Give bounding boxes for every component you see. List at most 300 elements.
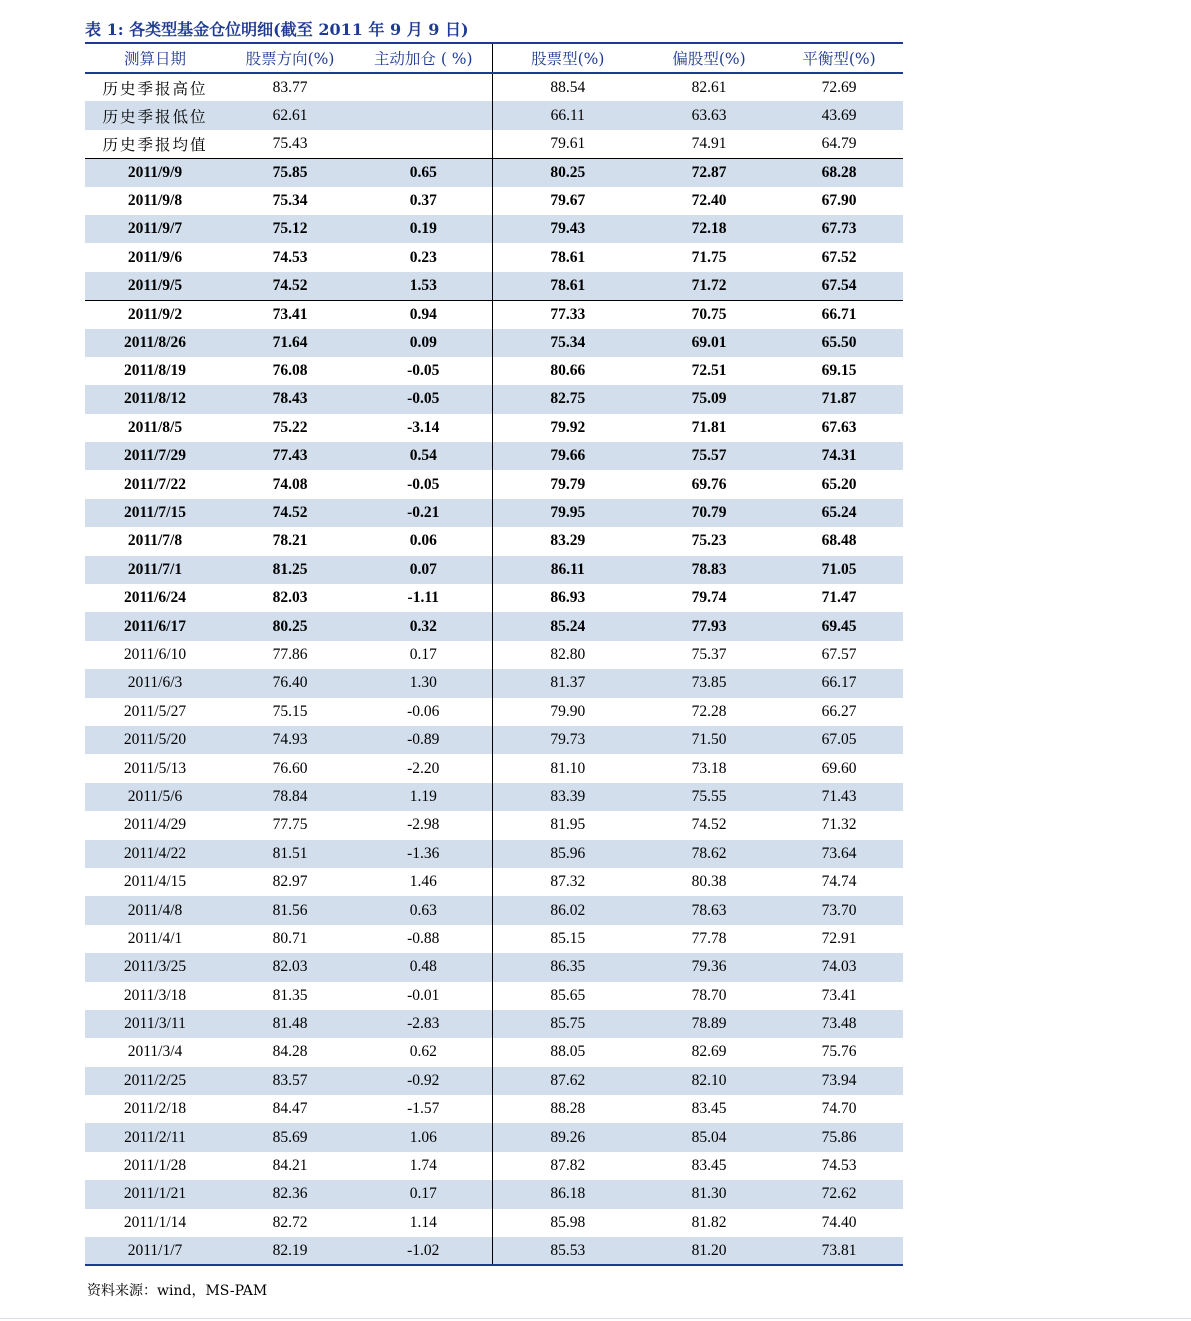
balanced-fund-cell: 72.91: [821, 929, 857, 947]
active-add-cell: -1.11: [355, 584, 492, 612]
stock-direction-cell: 74.52: [225, 272, 355, 300]
table-row: [85, 1123, 903, 1151]
balanced-fund-cell: 66.27: [821, 702, 857, 720]
stock-fund-cell: 85.96: [492, 840, 643, 868]
stock-fund-cell: 79.66: [492, 442, 643, 470]
page-divider: [0, 1318, 1191, 1319]
column-header-date: 测算日期: [85, 43, 225, 73]
date-cell: 2011/7/1: [85, 556, 225, 584]
stock-fund-cell: 78.61: [550, 248, 586, 266]
stock-fund-cell: 81.10: [550, 759, 586, 777]
date-cell: 2011/8/5: [127, 418, 183, 436]
stock-direction-cell: 78.21: [272, 532, 308, 550]
date-cell: 历史季报均值: [85, 130, 225, 158]
active-add-cell: 1.14: [355, 1209, 492, 1237]
active-add-cell: -2.98: [355, 811, 492, 839]
stock-biased-fund-cell: 78.62: [643, 840, 775, 868]
balanced-fund-cell: 67.05: [775, 726, 903, 754]
stock-direction-cell: 77.86: [272, 646, 308, 663]
stock-fund-cell: 88.05: [550, 1043, 586, 1061]
stock-direction-cell: 83.77: [272, 78, 308, 96]
stock-biased-fund-cell: 74.91: [643, 130, 775, 158]
balanced-fund-cell: 65.20: [821, 475, 857, 493]
table-row: [85, 1237, 903, 1265]
active-add-cell: 0.19: [355, 215, 492, 243]
stock-direction-cell: 82.03: [272, 589, 308, 607]
date-cell: 2011/4/1: [127, 929, 183, 947]
stock-biased-fund-cell: 81.20: [643, 1237, 775, 1265]
active-add-cell: -0.05: [355, 385, 492, 413]
balanced-fund-cell: 67.52: [821, 248, 857, 266]
date-cell: 2011/4/8: [85, 896, 225, 924]
stock-fund-cell: 81.95: [550, 816, 586, 834]
column-header-stock-direction: 股票方向(%): [225, 43, 355, 73]
stock-biased-fund-cell: 78.89: [643, 1010, 775, 1038]
active-add-cell: 0.54: [355, 442, 492, 470]
stock-fund-cell: 79.73: [492, 726, 643, 754]
column-header-active-add: 主动加仓 ( %): [355, 43, 492, 73]
stock-fund-cell: 87.82: [550, 1157, 586, 1175]
stock-fund-cell: 82.75: [492, 385, 643, 413]
table-row: [85, 357, 903, 385]
column-header-stock-biased-fund: 偏股型(%): [643, 43, 775, 73]
active-add-cell: 1.19: [355, 783, 492, 811]
stock-direction-cell: 75.34: [272, 191, 308, 209]
active-add-cell: 1.06: [355, 1123, 492, 1151]
active-add-cell: -2.83: [355, 1010, 492, 1038]
balanced-fund-cell: 67.57: [821, 646, 857, 663]
table-row: [85, 1095, 903, 1123]
stock-fund-cell: 81.37: [492, 669, 643, 697]
stock-fund-cell: 85.15: [550, 929, 586, 947]
table-row: [85, 1038, 903, 1066]
active-add-cell: 0.65: [355, 158, 492, 186]
stock-fund-cell: 86.02: [492, 896, 643, 924]
stock-fund-cell: 85.75: [492, 1010, 643, 1038]
active-add-cell: 0.48: [355, 953, 492, 981]
active-add-cell: 0.17: [355, 1180, 492, 1208]
stock-direction-cell: 84.21: [272, 1157, 308, 1175]
balanced-fund-cell: 69.60: [821, 759, 857, 777]
stock-biased-fund-cell: 71.72: [643, 272, 775, 300]
stock-direction-cell: 74.93: [225, 726, 355, 754]
stock-direction-cell: 76.08: [272, 362, 308, 380]
active-add-cell: -2.20: [355, 754, 492, 782]
balanced-fund-cell: 71.47: [821, 589, 857, 607]
balanced-fund-cell: 65.24: [775, 499, 903, 527]
balanced-fund-cell: 73.94: [775, 1067, 903, 1095]
date-cell: 2011/7/8: [127, 532, 183, 550]
table-row: [85, 300, 903, 328]
table-row: [85, 1010, 903, 1038]
stock-fund-cell: 83.39: [492, 783, 643, 811]
balanced-fund-cell: 66.17: [775, 669, 903, 697]
stock-direction-cell: 76.60: [272, 759, 308, 777]
date-cell: 2011/7/22: [123, 475, 186, 493]
date-cell: 2011/1/14: [123, 1213, 187, 1231]
table-row: [85, 953, 903, 981]
active-add-cell: 0.06: [355, 527, 492, 555]
stock-direction-cell: 82.19: [225, 1237, 355, 1265]
date-cell: 2011/2/11: [85, 1123, 225, 1151]
stock-direction-cell: 75.12: [225, 215, 355, 243]
stock-fund-cell: 85.24: [492, 612, 643, 640]
table-row: [85, 499, 903, 527]
stock-biased-fund-cell: 78.70: [691, 986, 727, 1004]
stock-fund-cell: 79.95: [492, 499, 643, 527]
stock-fund-cell: 85.65: [550, 986, 586, 1004]
table-row: [85, 215, 903, 243]
balanced-fund-cell: 74.53: [821, 1157, 857, 1175]
stock-direction-cell: 81.56: [225, 896, 355, 924]
active-add-cell: -0.92: [355, 1067, 492, 1095]
active-add-cell: -0.05: [355, 357, 492, 385]
stock-biased-fund-cell: 72.87: [643, 158, 775, 186]
stock-fund-cell: 80.25: [492, 158, 643, 186]
stock-biased-fund-cell: 70.75: [691, 305, 727, 323]
active-add-cell: -0.89: [355, 726, 492, 754]
table-row: [85, 783, 903, 811]
stock-fund-cell: 85.53: [492, 1237, 643, 1265]
stock-fund-cell: 80.66: [550, 362, 586, 380]
stock-biased-fund-cell: 77.78: [691, 929, 727, 947]
active-add-cell: 0.23: [355, 243, 492, 271]
stock-biased-fund-cell: 80.38: [691, 873, 727, 891]
stock-direction-cell: 82.36: [225, 1180, 355, 1208]
table-row: [85, 243, 903, 271]
balanced-fund-cell: 69.45: [775, 612, 903, 640]
stock-fund-cell: 89.26: [492, 1123, 643, 1151]
stock-fund-cell: 82.80: [550, 646, 586, 663]
stock-fund-cell: 79.67: [550, 191, 586, 209]
stock-biased-fund-cell: 78.63: [643, 896, 775, 924]
stock-direction-cell: 82.72: [272, 1213, 308, 1231]
date-cell: 2011/1/21: [85, 1180, 225, 1208]
stock-direction-cell: 84.47: [272, 1100, 308, 1118]
table-row: [85, 612, 903, 640]
table-row: [85, 1209, 903, 1237]
balanced-fund-cell: 74.74: [821, 873, 857, 891]
stock-direction-cell: 75.22: [272, 418, 308, 436]
date-cell: 2011/9/5: [85, 272, 225, 300]
date-cell: 2011/5/27: [123, 702, 187, 720]
table-header-row: [85, 43, 903, 73]
table-row-historical: [85, 73, 903, 101]
balanced-fund-cell: 73.41: [821, 986, 857, 1004]
table-row: [85, 669, 903, 697]
active-add-cell: -1.36: [355, 840, 492, 868]
date-cell: 2011/3/11: [85, 1010, 225, 1038]
date-cell: 2011/2/18: [123, 1100, 187, 1118]
date-cell: 2011/9/8: [127, 191, 183, 209]
date-cell: 历史季报低位: [85, 101, 225, 129]
balanced-fund-cell: 68.48: [821, 532, 857, 550]
active-add-cell: [355, 101, 492, 129]
stock-fund-cell: 88.54: [550, 78, 586, 96]
table-row: [85, 896, 903, 924]
stock-fund-cell: 83.29: [550, 532, 586, 550]
active-add-cell: 1.53: [355, 272, 492, 300]
table-row: [85, 470, 903, 498]
stock-fund-cell: 86.35: [492, 953, 643, 981]
stock-biased-fund-cell: 72.18: [643, 215, 775, 243]
stock-biased-fund-cell: 78.83: [643, 556, 775, 584]
stock-fund-cell: 79.43: [492, 215, 643, 243]
date-cell: 2011/1/28: [123, 1157, 187, 1175]
active-add-cell: 0.37: [355, 187, 492, 215]
active-add-cell: -3.14: [355, 414, 492, 442]
active-add-cell: 1.46: [355, 868, 492, 896]
stock-direction-cell: 82.03: [225, 953, 355, 981]
stock-direction-cell: 76.40: [225, 669, 355, 697]
stock-direction-cell: 80.25: [225, 612, 355, 640]
balanced-fund-cell: 67.63: [821, 418, 857, 436]
table-row: [85, 442, 903, 470]
balanced-fund-cell: 43.69: [775, 101, 903, 129]
balanced-fund-cell: 69.15: [821, 362, 857, 380]
stock-fund-cell: 86.11: [492, 556, 643, 584]
stock-direction-cell: 80.71: [272, 929, 308, 947]
table-row: [85, 272, 903, 300]
stock-direction-cell: 74.53: [272, 248, 308, 266]
active-add-cell: -0.01: [355, 982, 492, 1010]
stock-biased-fund-cell: 75.37: [691, 646, 727, 663]
stock-direction-cell: 78.84: [225, 783, 355, 811]
table-row: [85, 329, 903, 357]
stock-direction-cell: 83.57: [225, 1067, 355, 1095]
stock-biased-fund-cell: 79.36: [643, 953, 775, 981]
date-cell: 2011/9/7: [85, 215, 225, 243]
stock-biased-fund-cell: 75.09: [643, 385, 775, 413]
stock-fund-cell: 75.34: [492, 329, 643, 357]
table-caption: 表 1: 各类型基金仓位明细(截至 2011 年 9 月 9 日): [85, 20, 469, 39]
stock-biased-fund-cell: 83.45: [691, 1157, 727, 1175]
table-row: [85, 584, 903, 612]
active-add-cell: -0.88: [355, 925, 492, 953]
date-cell: 历史季报高位: [102, 79, 208, 98]
active-add-cell: -0.06: [355, 698, 492, 726]
balanced-fund-cell: 71.32: [821, 816, 857, 834]
stock-biased-fund-cell: 82.61: [691, 78, 727, 96]
active-add-cell: 0.62: [355, 1038, 492, 1066]
balanced-fund-cell: 71.43: [775, 783, 903, 811]
stock-biased-fund-cell: 81.82: [691, 1213, 727, 1231]
stock-biased-fund-cell: 69.01: [643, 329, 775, 357]
stock-direction-cell: 78.43: [225, 385, 355, 413]
stock-direction-cell: 73.41: [272, 305, 308, 323]
date-cell: 2011/3/25: [85, 953, 225, 981]
active-add-cell: 1.74: [355, 1152, 492, 1180]
stock-biased-fund-cell: 72.51: [691, 362, 727, 380]
active-add-cell: -1.02: [355, 1237, 492, 1265]
date-cell: 2011/7/29: [85, 442, 225, 470]
column-header-balanced-fund: 平衡型(%): [775, 43, 903, 73]
stock-direction-cell: 82.97: [272, 873, 308, 891]
stock-direction-cell: 81.25: [225, 556, 355, 584]
stock-biased-fund-cell: 82.10: [643, 1067, 775, 1095]
fund-position-table: [85, 42, 903, 1266]
date-cell: 2011/9/6: [127, 248, 183, 266]
active-add-cell: 0.94: [355, 300, 492, 328]
date-cell: 2011/7/15: [85, 499, 225, 527]
stock-direction-cell: 62.61: [225, 101, 355, 129]
balanced-fund-cell: 75.86: [775, 1123, 903, 1151]
balanced-fund-cell: 74.70: [821, 1100, 857, 1118]
stock-direction-cell: 77.75: [272, 816, 308, 834]
date-cell: 2011/2/25: [85, 1067, 225, 1095]
stock-biased-fund-cell: 74.52: [691, 816, 727, 834]
balanced-fund-cell: 73.64: [775, 840, 903, 868]
stock-fund-cell: 87.32: [550, 873, 586, 891]
active-add-cell: -0.05: [355, 470, 492, 498]
stock-direction-cell: 77.43: [225, 442, 355, 470]
date-cell: 2011/4/15: [123, 873, 187, 891]
active-add-cell: 0.07: [355, 556, 492, 584]
balanced-fund-cell: 73.70: [775, 896, 903, 924]
table-row: [85, 414, 903, 442]
balanced-fund-cell: 71.05: [775, 556, 903, 584]
active-add-cell: 0.63: [355, 896, 492, 924]
balanced-fund-cell: 65.50: [775, 329, 903, 357]
stock-fund-cell: 79.61: [492, 130, 643, 158]
stock-fund-cell: 79.79: [550, 475, 586, 493]
stock-biased-fund-cell: 72.28: [691, 702, 727, 720]
stock-biased-fund-cell: 73.85: [643, 669, 775, 697]
stock-direction-cell: 85.69: [225, 1123, 355, 1151]
stock-fund-cell: 78.61: [492, 272, 643, 300]
date-cell: 2011/9/9: [85, 158, 225, 186]
stock-biased-fund-cell: 81.30: [643, 1180, 775, 1208]
date-cell: 2011/5/13: [123, 759, 187, 777]
stock-biased-fund-cell: 85.04: [643, 1123, 775, 1151]
stock-fund-cell: 85.98: [550, 1213, 586, 1231]
table-row: [85, 1067, 903, 1095]
stock-biased-fund-cell: 63.63: [643, 101, 775, 129]
stock-direction-cell: 75.85: [225, 158, 355, 186]
table-row: [85, 754, 903, 782]
stock-biased-fund-cell: 83.45: [691, 1100, 727, 1118]
table-row: [85, 556, 903, 584]
stock-biased-fund-cell: 82.69: [691, 1043, 727, 1061]
stock-fund-cell: 86.18: [492, 1180, 643, 1208]
balanced-fund-cell: 67.90: [821, 191, 857, 209]
stock-fund-cell: 86.93: [550, 589, 586, 607]
date-cell: 2011/3/18: [123, 986, 187, 1004]
stock-fund-cell: 77.33: [550, 305, 586, 323]
stock-direction-cell: 81.35: [272, 986, 308, 1004]
stock-biased-fund-cell: 73.18: [691, 759, 727, 777]
table-row: [85, 527, 903, 555]
balanced-fund-cell: 75.76: [821, 1043, 857, 1061]
table-row: [85, 385, 903, 413]
stock-biased-fund-cell: 77.93: [643, 612, 775, 640]
stock-fund-cell: 66.11: [492, 101, 643, 129]
table-row: [85, 1152, 903, 1180]
date-cell: 2011/8/26: [85, 329, 225, 357]
stock-direction-cell: 75.43: [225, 130, 355, 158]
column-header-stock-fund: 股票型(%): [492, 43, 643, 73]
active-add-cell: 0.32: [355, 612, 492, 640]
stock-fund-cell: 79.92: [550, 418, 586, 436]
active-add-cell: -1.57: [355, 1095, 492, 1123]
date-cell: 2011/8/12: [85, 385, 225, 413]
stock-direction-cell: 71.64: [225, 329, 355, 357]
stock-biased-fund-cell: 70.79: [643, 499, 775, 527]
table-row: [85, 840, 903, 868]
balanced-fund-cell: 66.71: [821, 305, 857, 323]
date-cell: 2011/5/6: [85, 783, 225, 811]
balanced-fund-cell: 67.54: [775, 272, 903, 300]
stock-fund-cell: 88.28: [550, 1100, 586, 1118]
stock-biased-fund-cell: 75.23: [691, 532, 727, 550]
balanced-fund-cell: 67.73: [775, 215, 903, 243]
stock-biased-fund-cell: 71.50: [643, 726, 775, 754]
stock-direction-cell: 84.28: [272, 1043, 308, 1061]
stock-direction-cell: 74.52: [225, 499, 355, 527]
date-cell: 2011/9/2: [127, 305, 183, 323]
table-row: [85, 187, 903, 215]
active-add-cell: -0.21: [355, 499, 492, 527]
stock-biased-fund-cell: 71.81: [691, 418, 727, 436]
stock-fund-cell: 87.62: [492, 1067, 643, 1095]
balanced-fund-cell: 74.03: [775, 953, 903, 981]
balanced-fund-cell: 74.40: [821, 1213, 857, 1231]
table-row: [85, 641, 903, 669]
date-cell: 2011/4/29: [123, 816, 187, 834]
table-row: [85, 868, 903, 896]
date-cell: 2011/6/10: [123, 646, 187, 663]
table-row: [85, 1180, 903, 1208]
active-add-cell: [355, 130, 492, 158]
balanced-fund-cell: 68.28: [775, 158, 903, 186]
active-add-cell: 0.17: [355, 641, 492, 669]
balanced-fund-cell: 74.31: [775, 442, 903, 470]
table-row: [85, 158, 903, 186]
stock-direction-cell: 81.51: [225, 840, 355, 868]
stock-biased-fund-cell: 79.74: [691, 589, 727, 607]
table-row: [85, 726, 903, 754]
balanced-fund-cell: 73.81: [775, 1237, 903, 1265]
balanced-fund-cell: 72.62: [775, 1180, 903, 1208]
stock-fund-cell: 79.90: [550, 702, 586, 720]
date-cell: 2011/4/22: [85, 840, 225, 868]
table-row: [85, 811, 903, 839]
date-cell: 2011/8/19: [123, 362, 186, 380]
active-add-cell: 1.30: [355, 669, 492, 697]
balanced-fund-cell: 72.69: [821, 78, 857, 96]
active-add-cell: 0.09: [355, 329, 492, 357]
table-row-historical: [85, 130, 903, 158]
stock-biased-fund-cell: 69.76: [691, 475, 727, 493]
date-cell: 2011/6/24: [123, 589, 186, 607]
stock-biased-fund-cell: 75.57: [643, 442, 775, 470]
table-row: [85, 925, 903, 953]
date-cell: 2011/6/3: [85, 669, 225, 697]
balanced-fund-cell: 71.87: [775, 385, 903, 413]
source-note: 资料来源：wind，MS-PAM: [87, 1283, 268, 1299]
active-add-cell: [355, 73, 492, 101]
table-row-historical: [85, 101, 903, 129]
stock-direction-cell: 74.08: [272, 475, 308, 493]
table-row: [85, 982, 903, 1010]
stock-biased-fund-cell: 71.75: [691, 248, 727, 266]
date-cell: 2011/5/20: [85, 726, 225, 754]
stock-biased-fund-cell: 75.55: [643, 783, 775, 811]
stock-direction-cell: 75.15: [272, 702, 308, 720]
balanced-fund-cell: 64.79: [775, 130, 903, 158]
date-cell: 2011/3/4: [127, 1043, 183, 1061]
table-row: [85, 698, 903, 726]
